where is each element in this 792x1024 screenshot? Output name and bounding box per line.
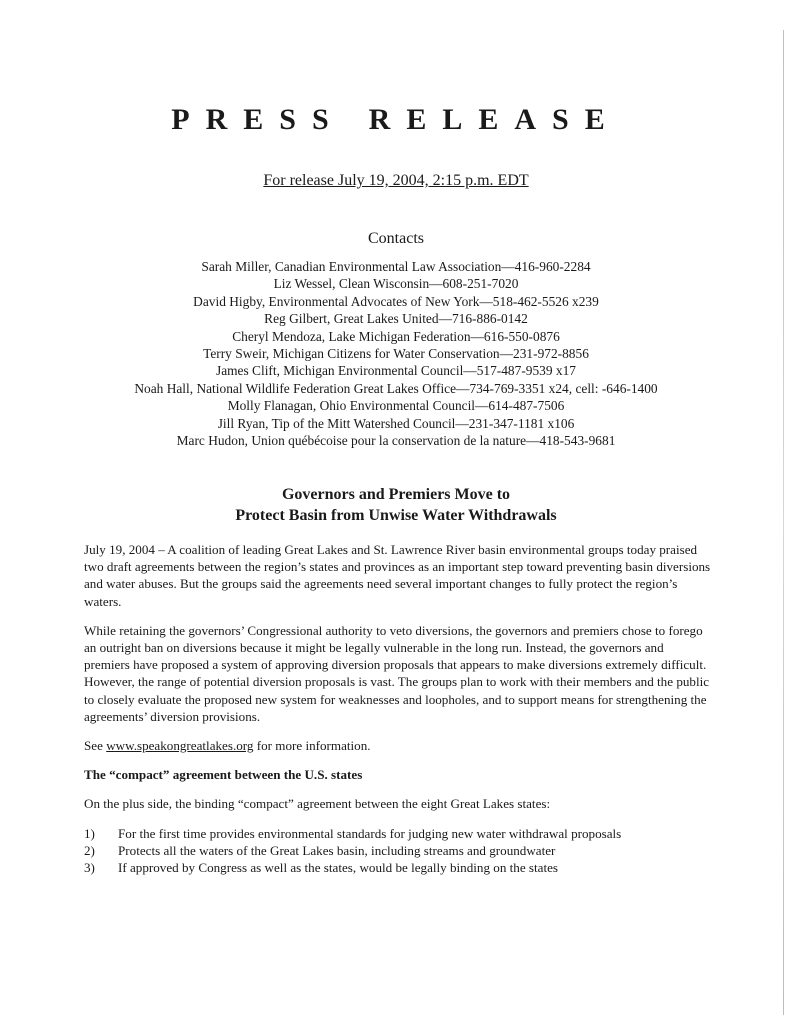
- list-item: [84, 842, 712, 859]
- contact-line: Marc Hudon, Union québécoise pour la conservation de la nature—418-543-9681: [176, 433, 616, 449]
- contact-line: Sarah Miller, Canadian Environmental Law Association—416-960-2284: [201, 259, 591, 274]
- contact-line: Cheryl Mendoza, Lake Michigan Federation—616-550-0876: [232, 328, 560, 344]
- see-prefix: See: [84, 738, 107, 754]
- contact-line: Noah Hall, National Wildlife Federation Great Lakes Office—734-769-3351 x24, cell: -646-1400: [134, 380, 658, 396]
- paragraph-diversions: While retaining the governors’ Congressional authority to veto diversions, the governors and premiers chose to forego an outright ban on diversions because it might be legally vulnerable in the long run. Instead, the governors and premiers have proposed a system of approving diversion proposals that appears to make diversions extremely difficult. However, the range of potential diversion proposals is vast. The groups plan to work with their members and the public to closely evaluate the proposed new system for weaknesses and loopholes, and to support means for strengthening the agreements’ diversion provisions.: [84, 622, 710, 724]
- article-body: [84, 541, 712, 876]
- contact-line: Molly Flanagan, Ohio Environmental Council—614-487-7506: [227, 398, 565, 414]
- title-word-release: RELEASE: [368, 103, 621, 136]
- contact-line: Terry Sweir, Michigan Citizens for Water Conservation—231-972-8856: [203, 346, 589, 362]
- list-item-number: 2): [84, 842, 95, 858]
- list-item: [84, 825, 712, 842]
- contact-line: James Clift, Michigan Environmental Council—517-487-9539 x17: [215, 363, 576, 379]
- title-word-press: PRESS: [171, 103, 345, 136]
- headline-line-2: Protect Basin from Unwise Water Withdrawals: [235, 507, 557, 524]
- paragraph-compact-intro: On the plus side, the binding “compact” agreement between the eight Great Lakes states:: [84, 796, 551, 812]
- list-item-text: For the first time provides environmental standards for judging new water withdrawal proposals: [118, 825, 622, 841]
- contact-line: Jill Ryan, Tip of the Mitt Watershed Council—231-347-1181 x106: [217, 415, 575, 431]
- contacts-heading: Contacts: [368, 230, 424, 247]
- contact-line: Liz Wessel, Clean Wisconsin—608-251-7020: [273, 276, 519, 292]
- website-link[interactable]: www.speakongreatlakes.org: [106, 738, 254, 754]
- contact-line: Reg Gilbert, Great Lakes United—716-886-0142: [264, 311, 528, 327]
- release-date-text: For release July 19, 2004, 2:15 p.m. EDT: [263, 172, 529, 189]
- contacts-list: [0, 258, 792, 449]
- list-item-text: If approved by Congress as well as the states, would be legally binding on the states: [118, 860, 559, 876]
- headline: [0, 484, 792, 526]
- list-item-number: 1): [84, 825, 95, 841]
- see-more-line: [84, 737, 712, 754]
- list-item: [84, 859, 712, 876]
- headline-line-1: Governors and Premiers Move to: [281, 486, 511, 503]
- section-heading-compact: The “compact” agreement between the U.S. states: [84, 767, 363, 783]
- list-item-text: Protects all the waters of the Great Lakes basin, including streams and groundwater: [118, 842, 556, 858]
- page-title: [0, 103, 792, 137]
- paragraph-intro: July 19, 2004 – A coalition of leading Great Lakes and St. Lawrence River basin environmental groups today praised two draft agreements between the region’s states and provinces as an important step toward preventing basin diversions and water abuses. But the groups said the agreements need several important changes to fully protect the region’s waters.: [84, 542, 711, 609]
- list-item-number: 3): [84, 860, 95, 876]
- contact-line: David Higby, Environmental Advocates of New York—518-462-5526 x239: [193, 293, 599, 309]
- see-suffix: for more information.: [253, 738, 371, 754]
- compact-benefits-list: [84, 825, 712, 877]
- release-date-line: [0, 172, 792, 190]
